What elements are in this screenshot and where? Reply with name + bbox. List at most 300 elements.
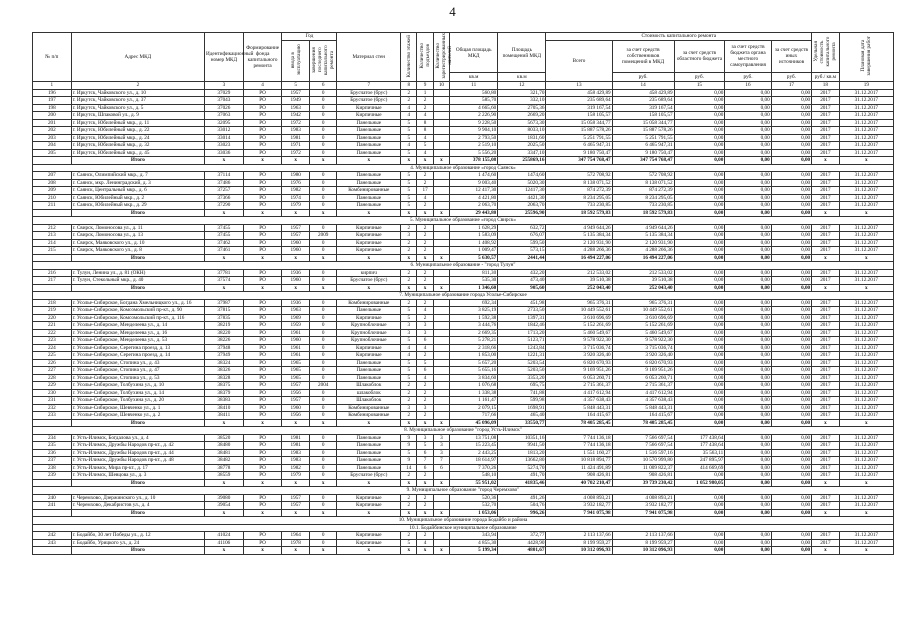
table-row (33, 314, 894, 322)
table-cell: 13 751,08 (450, 434, 498, 442)
table-cell: 0,00 (725, 247, 771, 255)
table-cell: 0 (309, 502, 337, 510)
header-no: № п/п (45, 53, 59, 60)
unit-local: руб. (743, 74, 753, 81)
table-cell (433, 352, 449, 360)
table-cell: 12417,30 (498, 187, 546, 195)
table-cell: Итого (71, 157, 204, 165)
table-cell: 2 (401, 299, 417, 307)
table-cell: РО (243, 89, 282, 97)
table-cell: 9 (401, 434, 417, 442)
table-cell: 3 932 182,77 (546, 502, 612, 510)
table-cell: 2 (401, 494, 417, 502)
table-cell (433, 104, 449, 112)
table-cell (433, 224, 449, 232)
header-floors: Количество этажей (405, 34, 412, 78)
table-cell: x (839, 479, 893, 487)
table-cell: 207 (33, 172, 72, 180)
table-cell: 0 (309, 532, 337, 540)
table-cell: 4 (401, 352, 417, 360)
table-cell: 5 (401, 119, 417, 127)
table-cell: г. Тулун, Ленина ул., д. 81 (ОКН) (71, 269, 204, 277)
table-cell: 0 (309, 187, 337, 195)
table-cell: 6 053 260,71 (612, 374, 674, 382)
table-cell: 10 312 096,93 (546, 547, 612, 555)
table-cell: 5 199,34 (450, 547, 498, 555)
table-cell: 2 (417, 247, 433, 255)
table-cell: x (243, 547, 282, 555)
table-cell: 1965 (282, 367, 310, 375)
table-cell: x (417, 419, 433, 427)
table-cell: 6 465 947,31 (546, 142, 612, 150)
table-cell: РО (243, 389, 282, 397)
table-cell: 0,00 (674, 89, 725, 97)
table-cell: 0,00 (725, 314, 771, 322)
table-cell: РО (243, 539, 282, 547)
table-cell: 1936 (282, 269, 310, 277)
table-cell (433, 142, 449, 150)
table-cell: 5 657,20 (450, 359, 498, 367)
table-cell: 1957 (282, 494, 310, 502)
table-cell: 0,00 (725, 194, 771, 202)
table-cell (433, 97, 449, 105)
table-cell: 1964 (282, 532, 310, 540)
table-cell: 908 426,81 (612, 472, 674, 480)
table-cell: 2 (417, 472, 433, 480)
table-cell: 38326 (205, 367, 244, 375)
table-cell: 0 (309, 449, 337, 457)
table-cell: 0 (309, 149, 337, 157)
table-cell: 15 887 578,26 (612, 127, 674, 135)
table-cell: 0,00 (771, 344, 811, 352)
table-cell: 230 (33, 389, 72, 397)
table-cell: 0,00 (725, 232, 771, 240)
section-header-row (33, 524, 894, 532)
table-cell: 10 449 552,61 (612, 307, 674, 315)
table-cell: 414 669,69 (674, 464, 725, 472)
table-cell: РО (243, 179, 282, 187)
table-cell: 2017 (812, 502, 840, 510)
table-cell: г. Усолье-Сибирское, Шевченко ул., д. 2 (71, 412, 204, 420)
table-cell: 2 (401, 389, 417, 397)
table-cell: 0,00 (674, 194, 725, 202)
table-cell: 31.12.2017 (839, 179, 893, 187)
table-cell: 0,00 (725, 494, 771, 502)
table-cell: 0 (309, 202, 337, 210)
table-cell: 15 058 344,77 (546, 119, 612, 127)
table-row (33, 457, 894, 465)
table-cell: 2017 (812, 434, 840, 442)
table-cell: 5 (401, 194, 417, 202)
table-cell: 0,00 (725, 179, 771, 187)
table-cell: г. Усолье-Сибирское, Серегина проезд, д. 14 (71, 352, 204, 360)
table-cell: 255869,16 (498, 157, 546, 165)
table-cell: 0,00 (771, 539, 811, 547)
table-cell: Панельные (337, 307, 401, 315)
table-cell: 741,88 (498, 389, 546, 397)
table-cell: x (337, 157, 401, 165)
table-row (33, 464, 894, 472)
table-cell: 560,80 (450, 89, 498, 97)
table-cell: 39054 (205, 502, 244, 510)
table-cell: 908 426,81 (546, 472, 612, 480)
table-row (33, 172, 894, 180)
table-cell: 5 (401, 127, 417, 135)
table-cell: x (282, 509, 310, 517)
table-cell (433, 539, 449, 547)
table-cell: 0,00 (674, 367, 725, 375)
table-cell: 4 288 266,36 (546, 247, 612, 255)
table-cell: 203 (33, 134, 72, 142)
table-cell: Панельные (337, 202, 401, 210)
table-cell: 5 (401, 314, 417, 322)
table-cell: Панельные (337, 149, 401, 157)
table-cell: 0,00 (674, 149, 725, 157)
table-cell: 2 443,25 (450, 449, 498, 457)
table-cell: x (205, 254, 244, 262)
table-cell: Кирпичные (337, 314, 401, 322)
table-cell: 40 702 210,47 (546, 479, 612, 487)
table-cell: 2 (417, 412, 433, 420)
table-cell: 0,00 (725, 172, 771, 180)
table-cell: 9 (401, 457, 417, 465)
table-cell: x (812, 547, 840, 555)
table-cell: 2063,70 (498, 202, 546, 210)
table-cell: 0,00 (725, 539, 771, 547)
table-cell: 3 (433, 449, 449, 457)
table-cell: 0 (309, 374, 337, 382)
table-cell: 0,00 (725, 187, 771, 195)
table-cell: 2017 (812, 314, 840, 322)
table-cell: 38379 (205, 389, 244, 397)
table-row (33, 434, 894, 442)
table-cell: 2 (417, 299, 433, 307)
table-cell: 432,20 (498, 269, 546, 277)
table-cell: Панельные (337, 374, 401, 382)
table-cell: РО (243, 457, 282, 465)
table-cell: 733 230,85 (612, 202, 674, 210)
table-cell: 31.12.2017 (839, 404, 893, 412)
table-cell: 5673,30 (498, 119, 546, 127)
table-cell: 0,00 (725, 412, 771, 420)
table-cell: 3 920 326,40 (546, 352, 612, 360)
table-cell: 0 (309, 412, 337, 420)
table-cell: Кирпичные (337, 352, 401, 360)
table-cell: 55 951,02 (450, 479, 498, 487)
table-cell: 31.12.2017 (839, 367, 893, 375)
table-cell: 31.12.2017 (839, 202, 893, 210)
table-cell: 811,30 (450, 269, 498, 277)
table-cell: г. Усолье-Сибирское, Менделеева ул., д. 53 (71, 337, 204, 345)
table-cell: 1981 (282, 134, 310, 142)
table-cell: x (337, 209, 401, 217)
table-cell: 223 (33, 337, 72, 345)
table-cell: 25596,90 (498, 209, 546, 217)
table-row (33, 352, 894, 360)
table-cell: 0,00 (725, 419, 771, 427)
table-cell: 37290 (205, 202, 244, 210)
table-cell: 1965 (282, 374, 310, 382)
table-cell: 0,00 (725, 442, 771, 450)
table-cell: 211 (33, 202, 72, 210)
table-row (33, 179, 894, 187)
table-cell: 37948 (205, 344, 244, 352)
table-cell: 0,00 (725, 449, 771, 457)
table-cell: 1 053,06 (450, 509, 498, 517)
table-cell: 0,00 (674, 344, 725, 352)
table-cell (433, 239, 449, 247)
table-cell: 2 (417, 389, 433, 397)
table-cell: 11 009 822,37 (612, 464, 674, 472)
table-cell: 37486 (205, 179, 244, 187)
table-cell: 5 (401, 374, 417, 382)
table-cell: x (205, 284, 244, 292)
column-number: 11 (450, 81, 498, 89)
table-cell: 158 105,57 (612, 112, 674, 120)
table-cell: x (337, 479, 401, 487)
table-cell: 0,00 (771, 232, 811, 240)
table-cell: РО (243, 352, 282, 360)
table-cell: 2017 (812, 247, 840, 255)
table-cell: 2017 (812, 352, 840, 360)
table-cell: 0,00 (771, 299, 811, 307)
unit-other: руб. (786, 74, 796, 81)
table-cell: РО (243, 532, 282, 540)
table-cell: 201 (33, 119, 72, 127)
table-cell: 0,00 (771, 457, 811, 465)
table-cell: 2017 (812, 374, 840, 382)
table-cell: x (282, 254, 310, 262)
table-cell: 905,60 (498, 284, 546, 292)
table-cell: 3 (433, 434, 449, 442)
table-cell: 0 (309, 344, 337, 352)
table-cell: x (205, 209, 244, 217)
table-cell: 31.12.2017 (839, 134, 893, 142)
table-cell: 321,70 (498, 89, 546, 97)
table-cell: 2017 (812, 194, 840, 202)
table-cell: РО (243, 119, 282, 127)
table-cell: x (812, 157, 840, 165)
table-row (33, 404, 894, 412)
table-cell: 4 357 638,43 (546, 397, 612, 405)
table-cell: 0,00 (674, 404, 725, 412)
table-cell: 0 (309, 194, 337, 202)
table-cell: 31.12.2017 (839, 224, 893, 232)
table-cell: 2017 (812, 322, 840, 330)
table-cell: 37043 (205, 97, 244, 105)
table-cell: 218 (33, 299, 72, 307)
table-cell: 1957 (282, 224, 310, 232)
table-cell: 2017 (812, 277, 840, 285)
table-cell (433, 502, 449, 510)
section-title: 9. Муниципальное образование "город Черемхово" (33, 487, 894, 495)
table-cell: 31.12.2017 (839, 194, 893, 202)
table-cell: 0,00 (771, 194, 811, 202)
table-cell: г. Усолье-Сибирское, Толбухина ул., д. 10 (71, 382, 204, 390)
table-cell: 2 120 931,90 (612, 239, 674, 247)
table-cell: РО (243, 404, 282, 412)
unit-oblast: руб. (694, 74, 704, 81)
table-cell: x (282, 209, 310, 217)
table-cell: 1 551 160,27 (546, 449, 612, 457)
table-cell: 5 (401, 337, 417, 345)
table-cell: 31.12.2017 (839, 374, 893, 382)
table-row (33, 247, 894, 255)
table-cell: x (205, 547, 244, 555)
table-cell: 0,00 (771, 442, 811, 450)
table-cell: 18 592 579,83 (546, 209, 612, 217)
table-cell: 458 429,89 (546, 89, 612, 97)
table-cell: 215 (33, 247, 72, 255)
table-cell: 3 920 326,40 (612, 352, 674, 360)
unit-living-area: кв.м (517, 74, 527, 81)
table-cell (33, 509, 72, 517)
table-cell: 2 (401, 269, 417, 277)
table-cell: 33550,77 (498, 419, 546, 427)
table-cell: x (309, 547, 337, 555)
table-cell: 1698,91 (498, 404, 546, 412)
column-number: 8 (401, 81, 417, 89)
table-cell: x (812, 284, 840, 292)
table-cell: 0,00 (674, 382, 725, 390)
table-cell: Панельные (337, 367, 401, 375)
table-cell: x (337, 547, 401, 555)
table-cell: 222 (33, 329, 72, 337)
table-cell: 37987 (205, 299, 244, 307)
table-cell: 0,00 (771, 277, 811, 285)
table-cell: 2017 (812, 104, 840, 112)
table-cell: 0,00 (674, 142, 725, 150)
table-cell: 5 152 261,69 (612, 322, 674, 330)
table-cell: РО (243, 97, 282, 105)
table-cell (433, 299, 449, 307)
table-cell: 0,00 (771, 202, 811, 210)
table-cell: 4 949 644,26 (546, 224, 612, 232)
table-cell: 2 (417, 352, 433, 360)
table-cell: 2 (417, 202, 433, 210)
table-cell: 0,00 (771, 509, 811, 517)
table-cell: 37835 (205, 314, 244, 322)
table-cell: г. Усть-Илимск, Дружбы Народов пр-кт., д. 48 (71, 457, 204, 465)
table-cell: 1960 (282, 239, 310, 247)
total-row (33, 479, 894, 487)
table-cell: 599,50 (498, 239, 546, 247)
table-cell: 0,00 (771, 134, 811, 142)
table-cell: 0 (309, 404, 337, 412)
table-cell: 4 665,60 (450, 104, 498, 112)
table-cell: 0,00 (771, 127, 811, 135)
section-title: 8. Муниципальное образование "город Усть-Илимск" (33, 427, 894, 435)
table-cell: x (337, 284, 401, 292)
table-cell: 37455 (205, 232, 244, 240)
table-cell: 4 417 612,94 (546, 389, 612, 397)
table-cell: Брусчатое (брус) (337, 89, 401, 97)
table-cell: шлакоблок (337, 389, 401, 397)
table-cell: РО (243, 434, 282, 442)
table-cell: x (417, 157, 433, 165)
table-cell: 0 (309, 172, 337, 180)
table-cell: 2017 (812, 359, 840, 367)
table-cell (33, 209, 72, 217)
table-cell: РО (243, 149, 282, 157)
table-cell: 4 (401, 112, 417, 120)
table-cell: 0 (309, 539, 337, 547)
table-cell: 1813,20 (498, 449, 546, 457)
table-cell: 2017 (812, 187, 840, 195)
table-cell: 372,77 (498, 532, 546, 540)
section-title: 4. Муниципальное образование «город Саянск» (33, 164, 894, 172)
table-cell: 5020,30 (498, 179, 546, 187)
table-cell: 6 (417, 464, 433, 472)
table-cell: 243 (33, 539, 72, 547)
table-cell: 4 949 644,26 (612, 224, 674, 232)
table-cell: x (417, 509, 433, 517)
header-other: за счет средств иных источников (774, 47, 808, 66)
table-cell: 0,00 (725, 149, 771, 157)
table-cell: 2 (417, 239, 433, 247)
table-cell: 235 689,64 (546, 97, 612, 105)
table-cell: Панельные (337, 464, 401, 472)
table-cell: РО (243, 359, 282, 367)
table-cell: 0,00 (771, 397, 811, 405)
table-cell: РО (243, 464, 282, 472)
column-number: 16 (725, 81, 771, 89)
table-cell (433, 119, 449, 127)
table-cell: 1 338,38 (450, 389, 498, 397)
table-cell: x (433, 509, 449, 517)
table-cell: 3 (433, 442, 449, 450)
table-cell: 0,00 (674, 547, 725, 555)
table-cell: РО (243, 112, 282, 120)
table-cell: 1981 (282, 434, 310, 442)
table-cell: 0,00 (725, 329, 771, 337)
table-cell: г. Усолье-Сибирское, Комсомольский пр-кт., д. 90 (71, 307, 204, 315)
table-cell: 1397,31 (498, 314, 546, 322)
table-cell: 0,00 (725, 509, 771, 517)
table-cell: г. Усолье-Сибирское, Стопина ул., д. 47 (71, 367, 204, 375)
table-cell: РО (243, 277, 282, 285)
table-cell: 37029 (205, 89, 244, 97)
table-cell: 2017 (812, 367, 840, 375)
table-cell: 31.12.2017 (839, 149, 893, 157)
table-cell: x (417, 209, 433, 217)
table-cell: 504,76 (498, 502, 546, 510)
table-cell: 5 556,20 (450, 149, 498, 157)
table-cell: 0,00 (725, 127, 771, 135)
table-cell: 0,00 (771, 97, 811, 105)
table-cell: 227 (33, 367, 72, 375)
table-cell (33, 547, 72, 555)
table-cell: 3 (417, 322, 433, 330)
table-cell: 0,00 (674, 104, 725, 112)
table-cell: 5 460 549,67 (612, 329, 674, 337)
table-cell: 31.12.2017 (839, 307, 893, 315)
table-cell: 37949 (205, 352, 244, 360)
table-cell: 2 120 931,90 (546, 239, 612, 247)
table-cell: 5 848 443,31 (612, 404, 674, 412)
table-cell: Кирпичные (337, 232, 401, 240)
table-cell: 0,00 (725, 472, 771, 480)
table-cell: Комбинированные (337, 412, 401, 420)
table-cell: 0,00 (674, 539, 725, 547)
table-cell: 239 (33, 472, 72, 480)
table-cell: РО (243, 397, 282, 405)
table-cell: 229 (33, 382, 72, 390)
table-cell: 32095 (205, 119, 244, 127)
table-cell: 0,00 (771, 322, 811, 330)
table-cell: x (839, 157, 893, 165)
table-cell: Шлакоблок (337, 397, 401, 405)
